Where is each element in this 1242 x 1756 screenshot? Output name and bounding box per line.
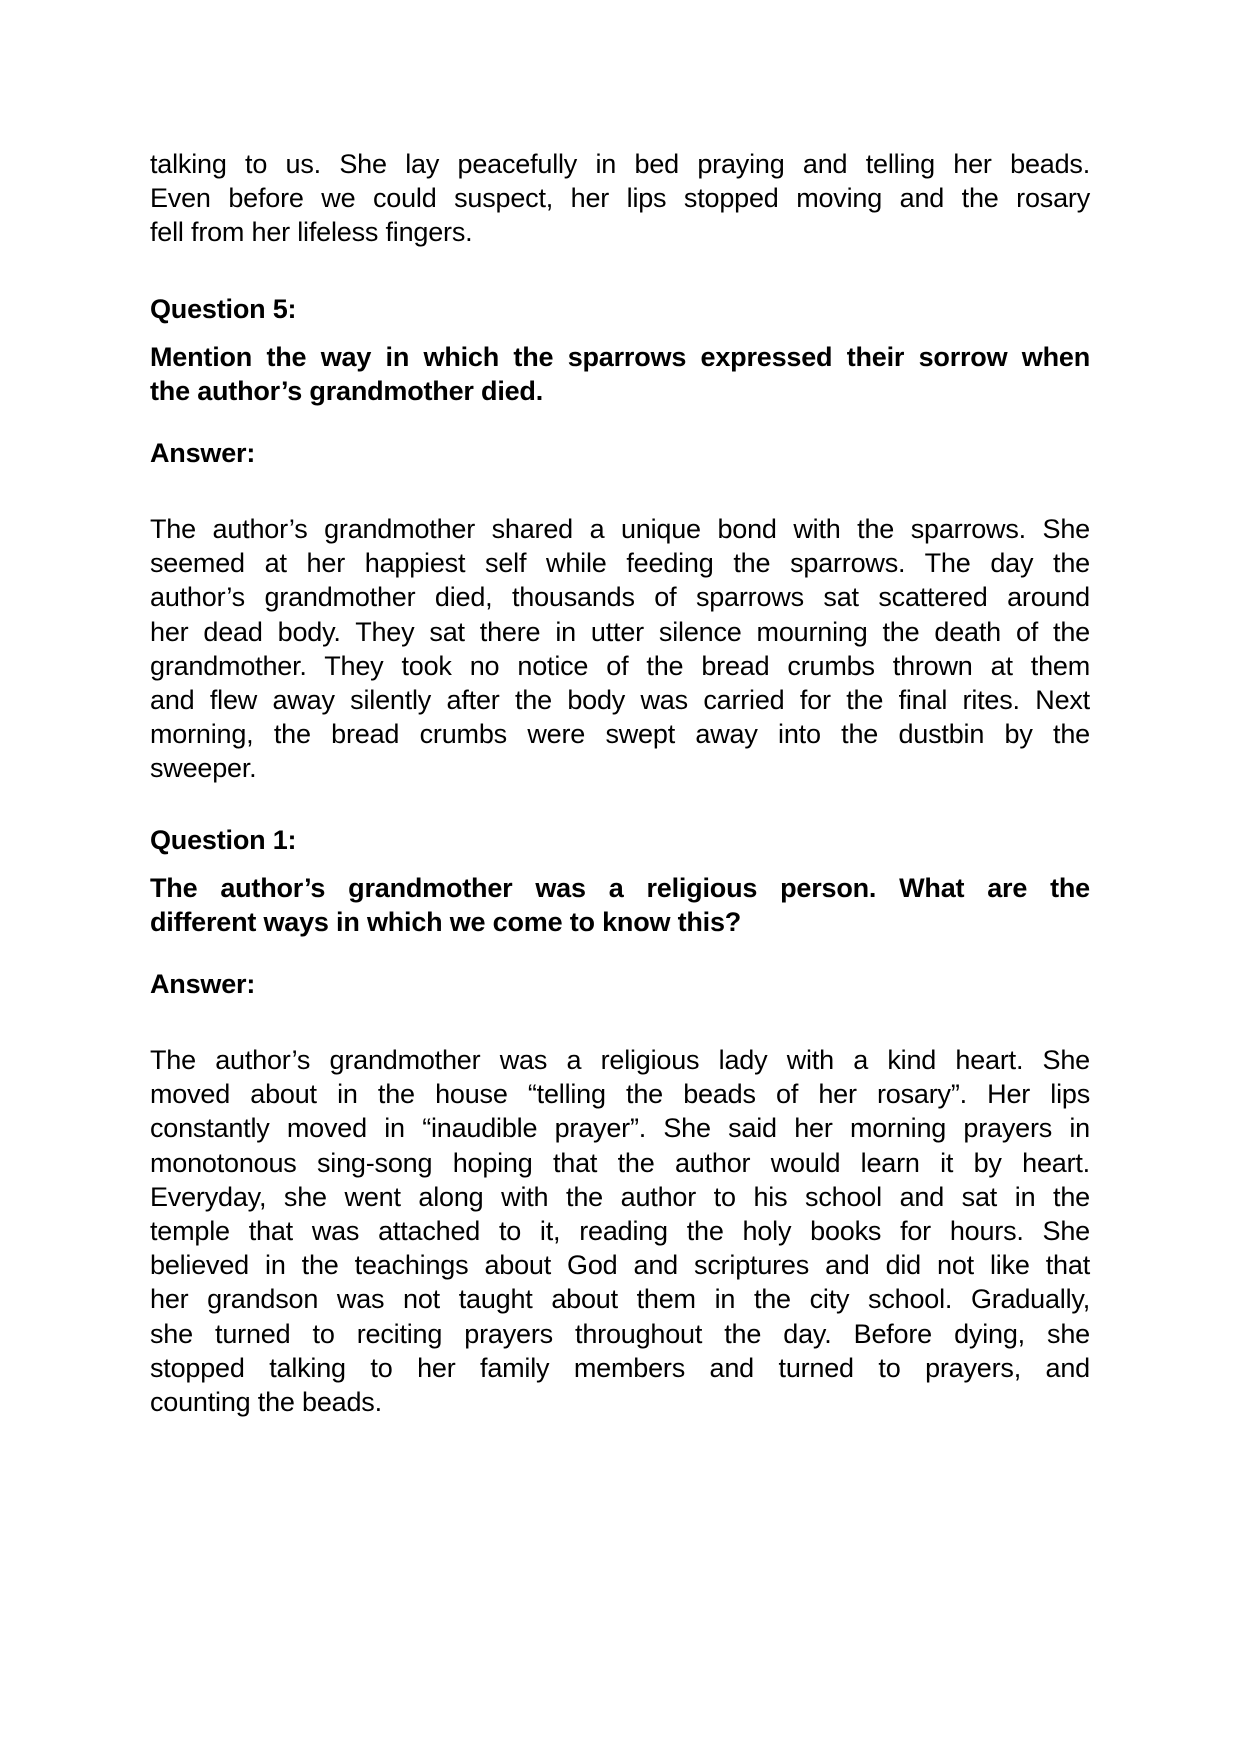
intro-paragraph bbox=[150, 147, 1090, 250]
text-line: sweeper. bbox=[150, 753, 257, 784]
question-1-answer bbox=[150, 1043, 1090, 1419]
question-5-text bbox=[150, 340, 1090, 408]
text-line: morning, the bread crumbs were swept away into the dustbin by the bbox=[150, 719, 1090, 750]
text-line: talking to us. She lay peacefully in bed praying and telling her beads. bbox=[150, 149, 1090, 179]
question-5-answer-label bbox=[150, 436, 1090, 470]
heading-text: Question 1: bbox=[150, 825, 297, 855]
question-1-answer-label bbox=[150, 967, 1090, 1001]
text-line: the author’s grandmother died. bbox=[150, 376, 544, 407]
text-line: different ways in which we come to know this? bbox=[150, 907, 742, 938]
answer-label: Answer: bbox=[150, 438, 256, 468]
text-line: Mention the way in which the sparrows expressed their sorrow when bbox=[150, 342, 1090, 372]
text-line: stopped talking to her family members and turned to prayers, and bbox=[150, 1352, 1090, 1383]
text-line: The author’s grandmother shared a unique bond with the sparrows. She bbox=[150, 514, 1090, 544]
text-line: seemed at her happiest self while feeding the sparrows. The day the bbox=[150, 548, 1090, 579]
text-line: Everyday, she went along with the author to his school and sat in the bbox=[150, 1181, 1090, 1212]
heading-text: Question 5: bbox=[150, 294, 297, 324]
text-line: constantly moved in “inaudible prayer”. She said her morning prayers in bbox=[150, 1113, 1090, 1144]
text-line: author’s grandmother died, thousands of sparrows sat scattered around bbox=[150, 582, 1090, 613]
question-1-heading bbox=[150, 823, 1090, 857]
question-1-text bbox=[150, 871, 1090, 939]
text-line: fell from her lifeless fingers. bbox=[150, 217, 473, 248]
text-line: The author’s grandmother was a religious person. What are the bbox=[150, 873, 1090, 903]
text-line: her grandson was not taught about them in the city school. Gradually, bbox=[150, 1284, 1090, 1315]
text-line: monotonous sing-song hoping that the author would learn it by heart. bbox=[150, 1147, 1090, 1178]
question-5-heading bbox=[150, 292, 1090, 326]
text-line: grandmother. They took no notice of the bread crumbs thrown at them bbox=[150, 650, 1090, 681]
text-line: counting the beads. bbox=[150, 1387, 382, 1418]
text-line: and flew away silently after the body was carried for the final rites. Next bbox=[150, 685, 1090, 716]
text-line: temple that was attached to it, reading the holy books for hours. She bbox=[150, 1216, 1090, 1247]
text-line: her dead body. They sat there in utter silence mourning the death of the bbox=[150, 616, 1090, 647]
question-5-answer bbox=[150, 512, 1090, 786]
answer-label: Answer: bbox=[150, 969, 256, 999]
text-line: moved about in the house “telling the beads of her rosary”. Her lips bbox=[150, 1079, 1090, 1110]
text-line: she turned to reciting prayers throughout the day. Before dying, she bbox=[150, 1318, 1090, 1349]
text-line: The author’s grandmother was a religious lady with a kind heart. She bbox=[150, 1045, 1090, 1075]
text-line: believed in the teachings about God and scriptures and did not like that bbox=[150, 1250, 1090, 1281]
text-line: Even before we could suspect, her lips stopped moving and the rosary bbox=[150, 183, 1090, 214]
